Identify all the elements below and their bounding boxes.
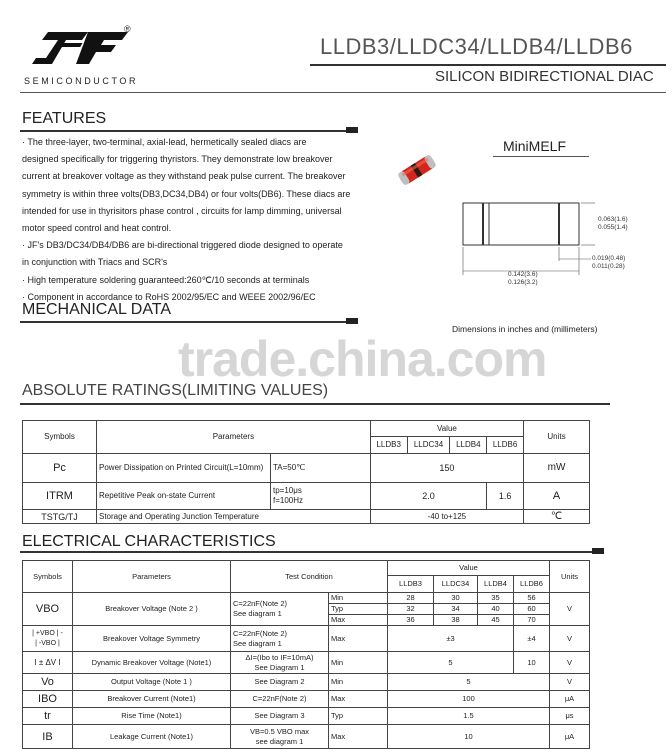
- cell-value: 70: [514, 615, 550, 626]
- cell-value: 10: [388, 725, 550, 749]
- table-row: [23, 652, 590, 674]
- part-lldb3: LLDB3: [370, 437, 407, 454]
- cell-symbol: I ± ΔV I: [23, 652, 73, 674]
- cell-parameter: Repetitive Peak on-state Current: [97, 483, 271, 510]
- cell-value: 5: [388, 652, 514, 674]
- cell-condition: TA=50℃: [271, 454, 371, 483]
- feature-line: intended for use in thyrisitors phase control , circuits for lamp dimming, universal: [22, 205, 342, 216]
- cell-value: 35: [478, 593, 514, 604]
- feature-line: · High temperature soldering guaranteed:260℃/10 seconds at terminals: [22, 274, 310, 285]
- cell-parameter: Breakover Voltage (Note 2 ): [73, 593, 231, 626]
- cell-value: 45: [478, 615, 514, 626]
- cell-value: 5: [388, 674, 550, 691]
- table-row: [23, 674, 590, 691]
- cell-unit: μA: [550, 691, 590, 708]
- cell-unit: V: [550, 626, 590, 652]
- header-value: Value: [388, 561, 550, 576]
- cell-parameter: Breakover Voltage Symmetry: [73, 626, 231, 652]
- header-parameters: Parameters: [97, 421, 371, 454]
- table-row: [23, 708, 590, 725]
- cell-parameter: Power Dissipation on Printed Circuit(L=10mm): [97, 454, 271, 483]
- cell-value: 100: [388, 691, 550, 708]
- cell-value: 40: [478, 604, 514, 615]
- part-lldb4: LLDB4: [450, 437, 487, 454]
- cell-value-lldb6: 10: [514, 652, 550, 674]
- cell-condition: VB=0.5 VBO max see diagram 1: [231, 725, 329, 749]
- package-name: MiniMELF: [503, 138, 567, 154]
- cell-limit: Min: [329, 593, 388, 604]
- absolute-ratings-table: [22, 420, 590, 524]
- features-rule-tab: [346, 127, 358, 133]
- cell-unit: V: [550, 593, 590, 626]
- cell-symbol: IB: [23, 725, 73, 749]
- dimension-height: 0.063(1.6) 0.055(1.4): [598, 216, 628, 231]
- mechanical-rule-tab: [346, 318, 358, 324]
- cell-value: 56: [514, 593, 550, 604]
- table-row: [23, 483, 590, 510]
- part-lldb6: LLDB6: [514, 576, 550, 593]
- registered-mark: ®: [124, 24, 131, 34]
- part-lldb3: LLDB3: [388, 576, 434, 593]
- dimension-length: 0.142(3.6) 0.126(3.2): [508, 271, 538, 286]
- header-symbols: Symbols: [23, 421, 97, 454]
- dimension-cap: 0.019(0.48) 0.011(0.28): [592, 255, 626, 270]
- header-test-condition: Test Condition: [231, 561, 388, 593]
- cell-value: 150: [370, 454, 523, 483]
- feature-line: symmetry is within three volts(DB3,DC34,DB4) or four volts(DB6). These diacs are: [22, 188, 351, 199]
- header-symbols: Symbols: [23, 561, 73, 593]
- cell-value-lldb6: 1.6: [487, 483, 524, 510]
- cell-symbol: Vo: [23, 674, 73, 691]
- header-value: Value: [370, 421, 523, 437]
- header-parameters: Parameters: [73, 561, 231, 593]
- cell-value: 36: [388, 615, 434, 626]
- feature-line: designed specifically for triggering thyristors. They demonstrate low breakover: [22, 154, 333, 165]
- part-lldb4: LLDB4: [478, 576, 514, 593]
- cell-limit: Min: [329, 652, 388, 674]
- header-units: Units: [550, 561, 590, 593]
- table-row: [23, 593, 590, 604]
- cell-parameter: Output Voltage (Note 1 ): [73, 674, 231, 691]
- feature-line: · Component in accordance to RoHS 2002/95/EC and WEEE 2002/96/EC: [22, 291, 316, 302]
- cell-parameter: Rise Time (Note1): [73, 708, 231, 725]
- cell-condition: C=22nF(Note 2): [231, 691, 329, 708]
- cell-limit: Typ: [329, 604, 388, 615]
- cell-unit: V: [550, 652, 590, 674]
- cell-limit: Max: [329, 691, 388, 708]
- cell-symbol: IBO: [23, 691, 73, 708]
- cell-condition: C=22nF(Note 2) See diagram 1: [231, 593, 329, 626]
- dimension-note: Dimensions in inches and (millimeters): [452, 324, 598, 334]
- table-row: [23, 626, 590, 652]
- cell-value: 34: [434, 604, 478, 615]
- feature-line: · JF's DB3/DC34/DB4/DB6 are bi-directional triggered diode designed to operate: [22, 240, 343, 251]
- cell-unit: ℃: [524, 510, 590, 524]
- absolute-ratings-rule: [20, 403, 610, 405]
- cell-value: 1.5: [388, 708, 550, 725]
- header-divider: [20, 92, 666, 93]
- cell-limit: Max: [329, 615, 388, 626]
- part-lldc34: LLDC34: [434, 576, 478, 593]
- feature-line: current at breakover voltage as they withstand peak pulse current. The breakover: [22, 171, 346, 182]
- diode-photo: [392, 150, 442, 190]
- cell-limit: Min: [329, 674, 388, 691]
- cell-symbol: tr: [23, 708, 73, 725]
- document-title: LLDB3/LLDC34/LLDB4/LLDB6: [320, 34, 633, 59]
- cell-condition: ΔI=(Ibo to IF=10mA) See Diagram 1: [231, 652, 329, 674]
- cell-value: 28: [388, 593, 434, 604]
- cell-limit: Typ: [329, 708, 388, 725]
- table-row: [23, 691, 590, 708]
- cell-unit: mW: [524, 454, 590, 483]
- cell-value: 32: [388, 604, 434, 615]
- table-row: [23, 454, 590, 483]
- cell-parameter: Leakage Current (Note1): [73, 725, 231, 749]
- cell-value: ±3: [388, 626, 514, 652]
- features-heading: FEATURES: [22, 110, 107, 127]
- part-lldc34: LLDC34: [407, 437, 450, 454]
- cell-symbol: ITRM: [23, 483, 97, 510]
- cell-parameter: Breakover Current (Note1): [73, 691, 231, 708]
- cell-value-lldb6: ±4: [514, 626, 550, 652]
- cell-value: -40 to+125: [370, 510, 523, 524]
- mechanical-rule: [20, 321, 358, 323]
- company-name: SEMICONDUCTOR: [24, 76, 139, 86]
- cell-symbol: | +VBO | - | -VBO |: [23, 626, 73, 652]
- cell-parameter: Dynamic Breakover Voltage (Note1): [73, 652, 231, 674]
- document-subtitle: SILICON BIDIRECTIONAL DIAC: [435, 68, 654, 85]
- cell-condition: See Diagram 3: [231, 708, 329, 725]
- mechanical-heading: MECHANICAL DATA: [22, 301, 172, 318]
- cell-limit: Max: [329, 725, 388, 749]
- title-divider: [310, 64, 666, 66]
- part-lldb6: LLDB6: [487, 437, 524, 454]
- cell-condition: See Diagram 2: [231, 674, 329, 691]
- cell-unit: V: [550, 674, 590, 691]
- package-name-rule: [493, 156, 589, 157]
- cell-condition: tp=10μs f=100Hz: [271, 483, 371, 510]
- electrical-rule: [20, 551, 604, 553]
- cell-symbol: Pc: [23, 454, 97, 483]
- cell-unit: A: [524, 483, 590, 510]
- electrical-table: [22, 560, 590, 749]
- cell-value: 38: [434, 615, 478, 626]
- features-rule: [20, 130, 358, 132]
- cell-condition: C=22nF(Note 2) See diagram 1: [231, 626, 329, 652]
- cell-limit: Max: [329, 626, 388, 652]
- cell-symbol: TSTG/TJ: [23, 510, 97, 524]
- features-list: [22, 134, 377, 306]
- cell-parameter: Storage and Operating Junction Temperature: [97, 510, 371, 524]
- feature-line: motor speed control and heat control.: [22, 223, 172, 234]
- cell-unit: μA: [550, 725, 590, 749]
- watermark: trade.china.com: [178, 331, 547, 387]
- table-row: [23, 725, 590, 749]
- cell-symbol: VBO: [23, 593, 73, 626]
- cell-value: 60: [514, 604, 550, 615]
- cell-value: 30: [434, 593, 478, 604]
- feature-line: in conjunction with Triacs and SCR's: [22, 257, 168, 268]
- absolute-ratings-heading: ABSOLUTE RATINGS(LIMITING VALUES): [22, 382, 329, 399]
- header-units: Units: [524, 421, 590, 454]
- company-logo: [30, 30, 130, 70]
- cell-value: 2.0: [370, 483, 486, 510]
- feature-line: · The three-layer, two-terminal, axial-lead, hermetically sealed diacs are: [22, 137, 307, 147]
- electrical-heading: ELECTRICAL CHARACTERISTICS: [22, 533, 276, 550]
- cell-unit: μs: [550, 708, 590, 725]
- table-row: [23, 510, 590, 524]
- electrical-rule-tab: [592, 548, 604, 554]
